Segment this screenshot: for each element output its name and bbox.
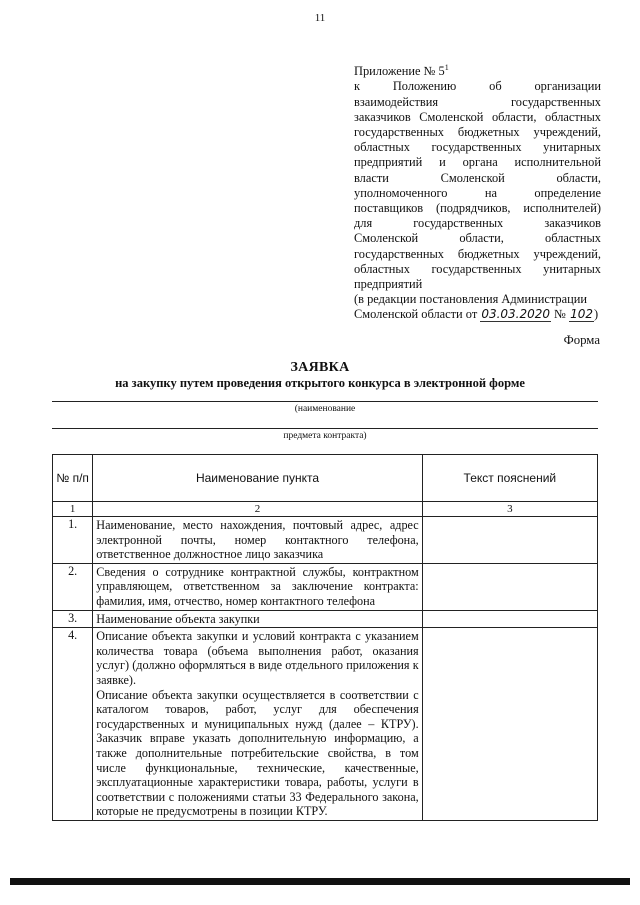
items-table: [52, 454, 598, 821]
row-explanation-cell[interactable]: [422, 517, 597, 564]
table-header-row: [53, 455, 598, 502]
table-row: [53, 517, 598, 564]
appendix-line: к Положению об организации: [354, 79, 601, 94]
handwritten-date: 03.03.2020: [481, 307, 551, 322]
header-item-name: Наименование пункта: [93, 455, 422, 502]
column-index: 3: [422, 502, 597, 517]
appendix-line: областных государственных унитарных: [354, 140, 601, 155]
appendix-line: взаимодействия государственных: [354, 94, 601, 109]
row-paragraph: Описание объекта закупки осуществляется в соответствии с каталогом товаров, работ, услуг для обеспечения государственных и муниципальных нужд (далее – КТРУ). Заказчик вправе указать дополнительную информацию, а также дополнительные потребительские свойства, в том числе функциональные, технические, качественные, эксплуатационные характеристики товара, работы, услуги в соответствии с положениями статьи 33 Федерального закона, которые не предусмотрены в позиции КТРУ.: [96, 687, 419, 819]
appendix-line: предприятий: [354, 276, 423, 291]
appendix-line: для государственных заказчиков: [354, 216, 601, 231]
row-explanation-cell[interactable]: [422, 563, 597, 610]
page-number: 11: [314, 12, 326, 24]
row-text: Наименование объекта закупки: [93, 610, 422, 628]
appendix-line: уполномоченного на определение: [354, 185, 601, 200]
appendix-line: поставщиков (подрядчиков, исполнителей): [354, 200, 601, 215]
row-number: 1.: [53, 517, 93, 564]
appendix-line: власти Смоленской области,: [354, 170, 601, 185]
row-number: 3.: [53, 610, 93, 628]
row-explanation-cell[interactable]: [422, 610, 597, 628]
fill-line-caption: предмета контракта): [283, 431, 367, 441]
row-text: Сведения о сотруднике контрактной службы, контрактном управляющем, ответственном за заключение контракта: фамилия, имя, отчество, номер контактного телефона: [93, 563, 422, 610]
document-title: ЗАЯВКА: [290, 360, 350, 375]
row-number: 2.: [53, 563, 93, 610]
scan-edge-bar: [10, 878, 630, 885]
appendix-title: Приложение № $5^1$: [354, 63, 449, 79]
table-row: [53, 610, 598, 628]
column-index: 1: [53, 502, 93, 517]
row-text: [93, 628, 422, 821]
row-explanation-cell[interactable]: [422, 628, 597, 821]
row-text: Наименование, место нахождения, почтовый адрес, адрес электронной почты, номер контактного телефона, ответственное должностное лицо заказчика: [93, 517, 422, 564]
redaction-note: [354, 292, 601, 322]
fill-line-caption: (наименование: [294, 404, 356, 414]
row-paragraph: Описание объекта закупки и условий контракта с указанием количества товара (объема выполнения работ, оказания услуг) (должно оформляться в виде отдельного приложения к заявке).: [96, 629, 419, 687]
handwritten-number: 102: [570, 307, 593, 322]
appendix-line: областных государственных унитарных: [354, 261, 601, 276]
appendix-line: заказчиков Смоленской области, областных: [354, 109, 601, 124]
table-row: [53, 628, 598, 821]
appendix-line: Смоленской области, областных: [354, 231, 601, 246]
fill-line: [52, 401, 598, 402]
appendix-line: предприятий и органа исполнительной: [354, 155, 601, 170]
fill-line: [52, 428, 598, 429]
appendix-line: государственных бюджетных учреждений,: [354, 246, 601, 261]
table-row: [53, 563, 598, 610]
appendix-header: [354, 60, 601, 323]
appendix-line: государственных бюджетных учреждений,: [354, 124, 601, 139]
redaction-line: Смоленской области от 03.03.2020 № 102): [354, 307, 599, 322]
row-number: 4.: [53, 628, 93, 821]
header-number: № п/п: [53, 455, 93, 502]
form-label: Форма: [563, 333, 600, 347]
redaction-line: (в редакции постановления Администрации: [354, 292, 588, 307]
header-explanation: Текст пояснений: [422, 455, 597, 502]
document-subtitle: на закупку путем проведения открытого конкурса в электронной форме: [115, 376, 525, 390]
column-index-row: [53, 502, 598, 517]
column-index: 2: [93, 502, 422, 517]
appendix-body: [354, 79, 601, 292]
